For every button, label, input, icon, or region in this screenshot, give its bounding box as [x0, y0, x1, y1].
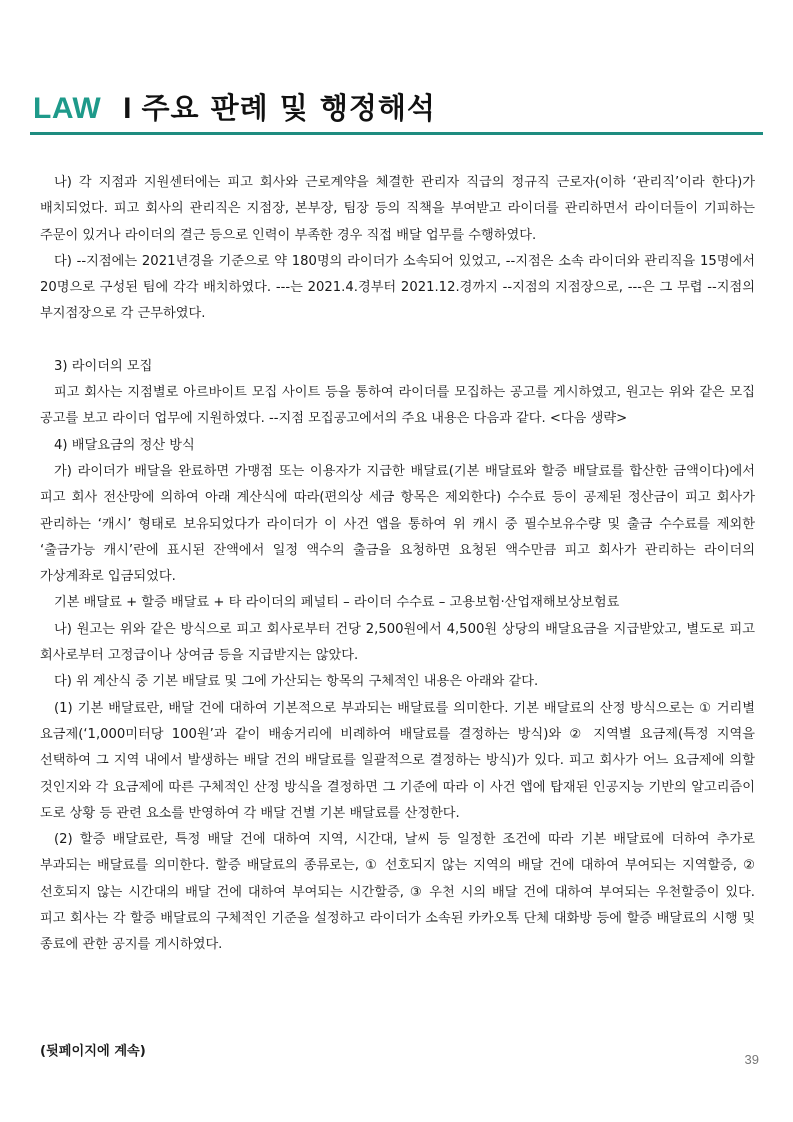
section-heading: 4) 배달요금의 정산 방식 — [54, 437, 195, 453]
paragraph: (1) 기본 배달료란, 배달 건에 대하여 기본적으로 부과되는 배달료를 의미한다. 기본 배달료의 산정 방식으로는 ① 거리별 요금제(‘1,000미터당 100원’과 같이 배송거리에 비례하여 배달료를 결정하는 방식)와 ② 지역별 요금제(특정 지역을 선택하여 그 지역 내에서 발생하는 배달 건의 배달료를 일괄적으로 결정하는 방식)가 있다. 피고 회사가 어느 요금제에 의할 것인지와 각 요금제에 따른 구체적인 산정 방식을 결정하면 그 기준에 따라 이 사건 앱에 탑재된 인공지능 기반의 알고리즘이 도로 상황 등 관련 요소를 반영하여 각 배달 건별 기본 배달료를 산정한다. — [40, 700, 755, 821]
formula-line: 기본 배달료 + 할증 배달료 + 타 라이더의 페널티 – 라이더 수수료 – 고용보험·산업재해보상보험료 — [54, 595, 620, 611]
section-heading: 3) 라이더의 모집 — [54, 358, 153, 374]
header-rule — [30, 132, 763, 135]
law-label: LAW — [33, 92, 102, 125]
paragraph: 피고 회사는 지점별로 아르바이트 모집 사이트 등을 통하여 라이더를 모집하는 공고를 게시하였고, 원고는 위와 같은 모집 공고를 보고 라이더 업무에 지원하였다. --지점 모집공고에서의 주요 내용은 다음과 같다. <다음 생략> — [40, 385, 755, 427]
paragraph: 다) 위 계산식 중 기본 배달료 및 그에 가산되는 항목의 구체적인 내용은 아래와 같다. — [54, 674, 539, 690]
paragraph: 나) 각 지점과 지원센터에는 피고 회사와 근로계약을 체결한 관리자 직급의 정규직 근로자(이하 ‘관리직’이라 한다)가 배치되었다. 피고 회사의 관리직은 지점장, 본부장, 팀장 등의 직책을 부여받고 라이더를 관리하면서 라이더들이 기피하는 주문이 있거나 라이더의 결근 등으로 인력이 부족한 경우 직접 배달 업무를 수행하였다. — [40, 175, 755, 243]
paragraph: (2) 할증 배달료란, 특정 배달 건에 대하여 지역, 시간대, 날씨 등 일정한 조건에 따라 기본 배달료에 더하여 추가로 부과되는 배달료를 의미한다. 할증 배달료의 종류로는, ① 선호되지 않는 지역의 배달 건에 대하여 부여되는 지역할증, ② 선호되지 않는 시간대의 배달 건에 대하여 부여되는 시간할증, ③ 우천 시의 배달 건에 대하여 부여되는 우천할증이 있다. 피고 회사는 각 할증 배달료의 구체적인 기준을 설정하고 라이더가 소속된 카카오톡 단체 대화방 등에 할증 배달료의 시행 및 종료에 관한 공지를 게시하였다. — [40, 832, 755, 953]
page-title: 주요 판례 및 행정해석 — [141, 91, 436, 125]
page-header — [33, 86, 436, 126]
document-body — [40, 170, 755, 959]
paragraph: 가) 라이더가 배달을 완료하면 가맹점 또는 이용자가 지급한 배달료(기본 배달료와 할증 배달료를 합산한 금액이다)에서 피고 회사 전산망에 의하여 아래 계산식에 따라(편의상 세금 항목은 제외한다) 수수료 등이 공제된 정산금이 피고 회사가 관리하는 ‘캐시’ 형태로 보유되었다가 라이더가 이 사건 앱을 통하여 위 캐시 중 필수보유수량 및 출금 수수료를 제외한 ‘출금가능 캐시’란에 표시된 잔액에서 일정 액수의 출금을 요청하면 요청된 액수만큼 피고 회사가 관리하는 라이더의 가상계좌로 입금되었다. — [40, 463, 755, 585]
paragraph: 다) --지점에는 2021년경을 기준으로 약 180명의 라이더가 소속되어 있었고, --지점은 소속 라이더와 관리직을 15명에서 20명으로 구성된 팀에 각각 배치하였다. ---는 2021.4.경부터 2021.12.경까지 --지점의 지점장으로, ---은 그 무렵 --지점의 부지점장으로 각 근무하였다. — [40, 253, 755, 322]
paragraph: 나) 원고는 위와 같은 방식으로 피고 회사로부터 건당 2,500원에서 4,500원 상당의 배달요금을 지급받았고, 별도로 피고 회사로부터 고정급이나 상여금 등을 지급받지는 않았다. — [40, 621, 755, 664]
page-number: 39 — [744, 1052, 759, 1067]
spacer — [40, 328, 755, 354]
section-marker: I — [123, 92, 132, 125]
continued-note: (뒷페이지에 계속) — [40, 1044, 146, 1059]
